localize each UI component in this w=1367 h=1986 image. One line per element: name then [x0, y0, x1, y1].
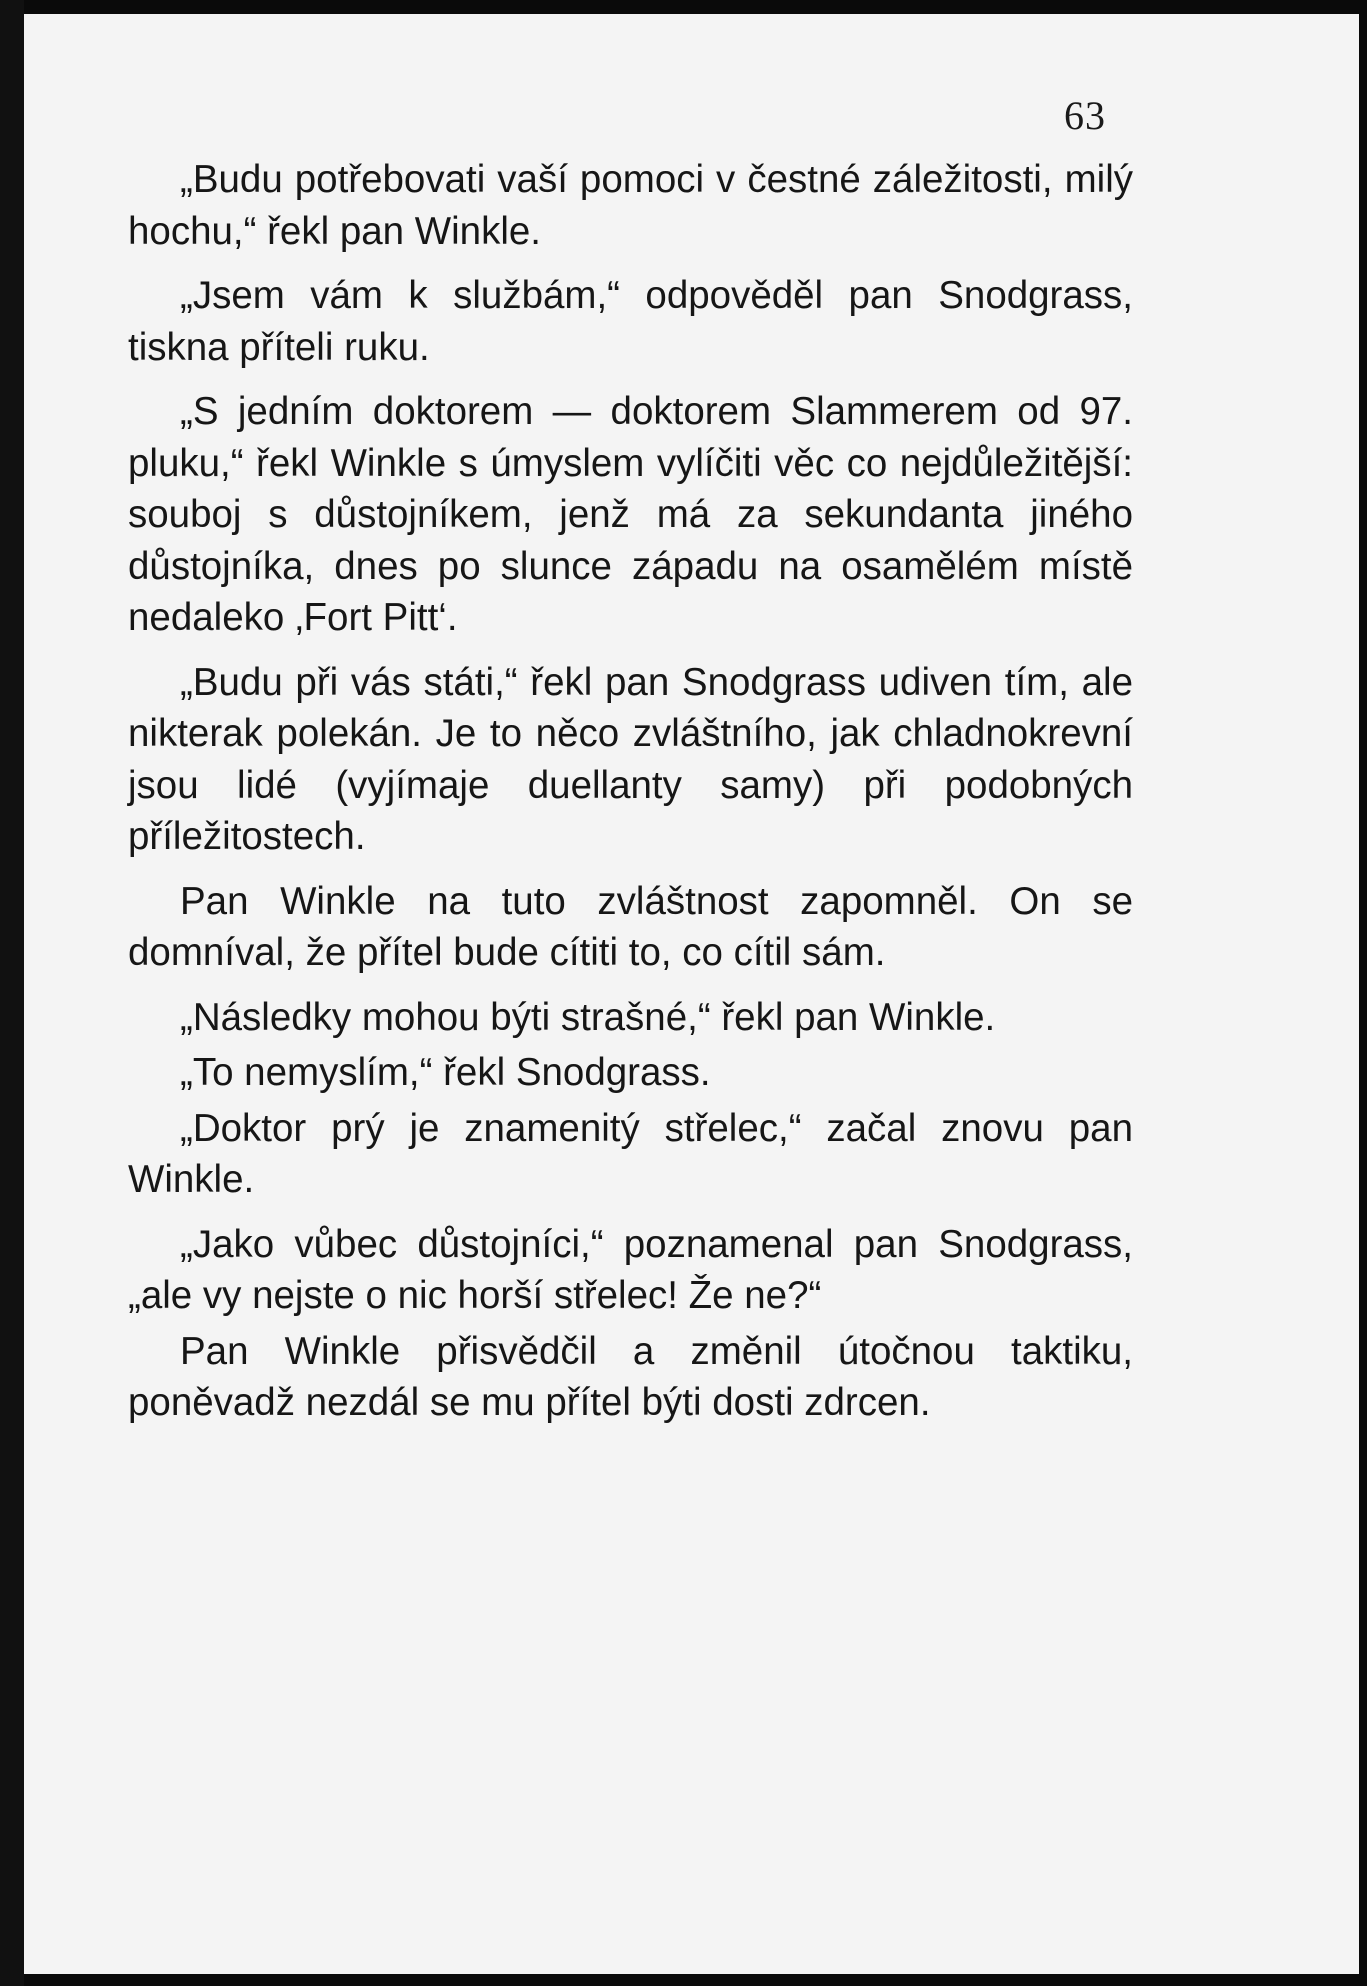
paragraph: Pan Winkle na tuto zvláštnost zapomněl. On se domníval, že přítel bude cítiti to, co cítil sám. [128, 879, 1133, 974]
body-text [128, 154, 1133, 1429]
scan-edge [0, 0, 24, 1986]
paragraph: „Jako vůbec důstojníci,“ poznamenal pan Snodgrass, „ale vy nejste o nic horší střelec! Že ne?“ [128, 1222, 1133, 1317]
paragraph: „S jedním doktorem — doktorem Slammerem od 97. pluku,“ řekl Winkle s úmyslem vylíčiti věc co nejdůležitější: souboj s důstojníkem, jenž má za sekundanta jiného důstojníka, dnes po slunce západu na osamělém místě nedaleko ‚Fort Pitt‘. [128, 390, 1133, 639]
paragraph: „Jsem vám k službám,“ odpověděl pan Snodgrass, tiskna příteli ruku. [128, 274, 1133, 369]
paragraph: „Následky mohou býti strašné,“ řekl pan Winkle. [180, 995, 996, 1039]
book-page [24, 14, 1359, 1974]
paragraph: Pan Winkle přisvědčil a změnil útočnou taktiku, poněvadž nezdál se mu přítel býti dosti zdrcen. [128, 1329, 1133, 1424]
paragraph: „Budu při vás státi,“ řekl pan Snodgrass udiven tím, ale nikterak polekán. Je to něco zvláštního, jak chladnokrevní jsou lidé (vyjímaje duellanty samy) při podobných příležitostech. [128, 660, 1133, 858]
paragraph: „To nemyslím,“ řekl Snodgrass. [180, 1051, 711, 1094]
paragraph: „Budu potřebovati vaší pomoci v čestné záležitosti, milý hochu,“ řekl pan Winkle. [128, 158, 1133, 253]
page-number: 63 [1064, 93, 1106, 138]
paragraph: „Doktor prý je znamenitý střelec,“ začal znovu pan Winkle. [128, 1106, 1133, 1201]
